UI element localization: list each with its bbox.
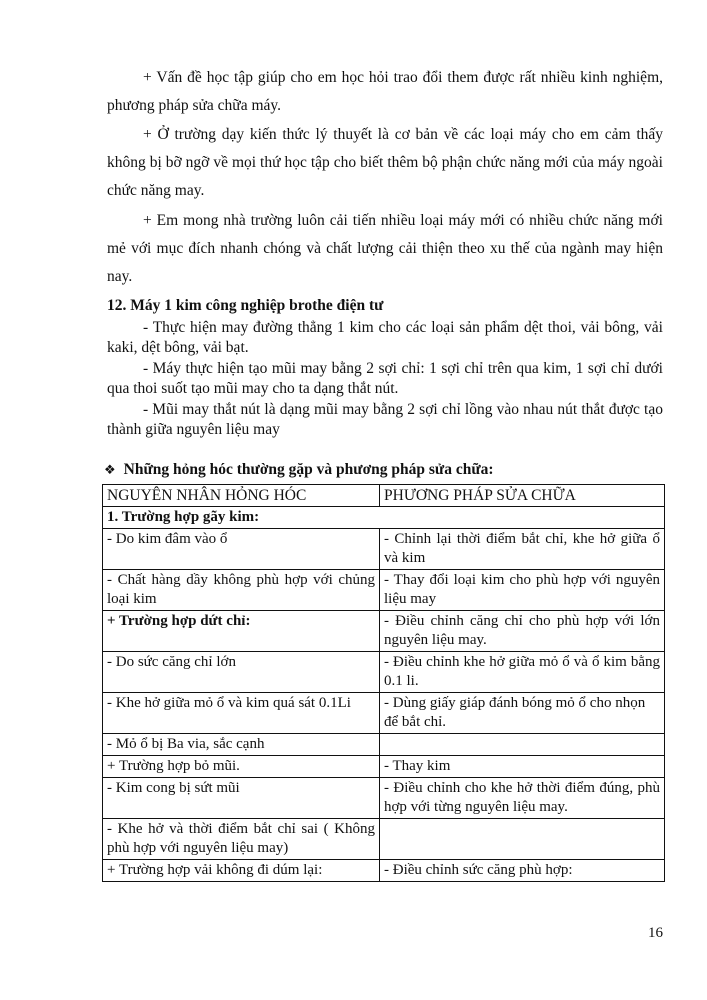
table-row [103,652,665,693]
table-row [103,507,665,529]
table-row [103,611,665,652]
table-row [103,529,665,570]
cause-cell: + Trường hợp dứt chỉ: [103,611,380,652]
section-paragraph-1: - Thực hiện may đường thẳng 1 kim cho các loại sản phẩm dệt thoi, vải bông, vải kaki, dệt bông, vải bạt. [107,319,663,356]
table-row [103,819,665,860]
cause-cell: - Do sức căng chỉ lớn [103,652,380,693]
fix-cell [380,819,665,860]
table-row [103,734,665,756]
intro-paragraph-2: + Ở trường dạy kiến thức lý thuyết là cơ bản về các loại máy cho em cảm thấy không bị bỡ ngỡ về mọi thứ học tập cho biết thêm bộ phận chức năng mới của máy ngoài chức năng may. [107,126,663,199]
section-paragraph-3: - Mũi may thắt nút là dạng mũi may bằng 2 sợi chỉ lồng vào nhau nút thắt được tạo thành giữa nguyên liệu may [107,401,663,438]
section-heading: 12. Máy 1 kim công nghiệp brothe điện tư [107,297,384,314]
table-row [103,860,665,882]
header-cause: NGUYÊN NHÂN HỎNG HÓC [103,485,380,507]
table-row [103,756,665,778]
cause-cell: - Khe hở và thời điểm bắt chỉ sai ( Không phù hợp với nguyên liệu may) [103,819,380,860]
table-row [103,778,665,819]
table-title-text: Những hỏng hóc thường gặp và phương pháp sửa chữa: [123,461,494,478]
table-section-cell: 1. Trường hợp gãy kim: [103,507,665,529]
fix-cell: - Thay kim [380,756,665,778]
cause-cell: + Trường hợp vải không đi dúm lại: [103,860,380,882]
fix-cell [380,734,665,756]
intro-paragraph-3: + Em mong nhà trường luôn cải tiến nhiều loại máy mới có nhiều chức năng mới mẻ với mục đích nhanh chóng và chất lượng cải thiện theo xu thế của ngành may hiện nay. [107,212,663,285]
fix-cell: - Điều chỉnh sức căng phù hợp: [380,860,665,882]
fix-cell: - Điều chỉnh khe hở giữa mỏ ổ và ổ kim bằng 0.1 li. [380,652,665,693]
fix-cell: - Dùng giấy giáp đánh bóng mỏ ổ cho nhọn để bắt chỉ. [380,693,665,734]
page-number: 16 [648,925,663,941]
cause-cell: - Chất hàng dầy không phù hợp với chủng loại kim [103,570,380,611]
section-paragraph-2: - Máy thực hiện tạo mũi may bằng 2 sợi chỉ: 1 sợi chỉ trên qua kim, 1 sợi chỉ dưới qua thoi suốt tạo mũi may cho ta dạng thắt nút. [107,360,663,397]
table-title [104,461,494,479]
table-header-row [103,485,665,507]
table-row [103,570,665,611]
cause-cell: - Khe hở giữa mỏ ổ và kim quá sát 0.1Li [103,693,380,734]
fix-cell: - Điều chỉnh cho khe hở thời điểm đúng, phù hợp với từng nguyên liệu may. [380,778,665,819]
fix-cell: - Chỉnh lại thời điểm bắt chỉ, khe hở giữa ổ và kim [380,529,665,570]
fix-cell: - Điều chỉnh căng chỉ cho phù hợp với lớn nguyên liệu may. [380,611,665,652]
fix-cell: - Thay đổi loại kim cho phù hợp với nguyên liệu may [380,570,665,611]
cause-cell: - Mỏ ổ bị Ba via, sắc cạnh [103,734,380,756]
diamond-bullet-icon: ❖ [104,463,116,478]
cause-cell: - Do kim đâm vào ổ [103,529,380,570]
cause-cell: + Trường hợp bỏ mũi. [103,756,380,778]
table-body [103,507,665,882]
table-row [103,693,665,734]
repair-table [102,484,665,882]
intro-paragraph-1: + Vấn đề học tập giúp cho em học hỏi trao đổi them được rất nhiều kinh nghiệm, phương pháp sửa chữa máy. [107,69,663,114]
cause-cell: - Kim cong bị sứt mũi [103,778,380,819]
header-fix: PHƯƠNG PHÁP SỬA CHỮA [380,485,665,507]
